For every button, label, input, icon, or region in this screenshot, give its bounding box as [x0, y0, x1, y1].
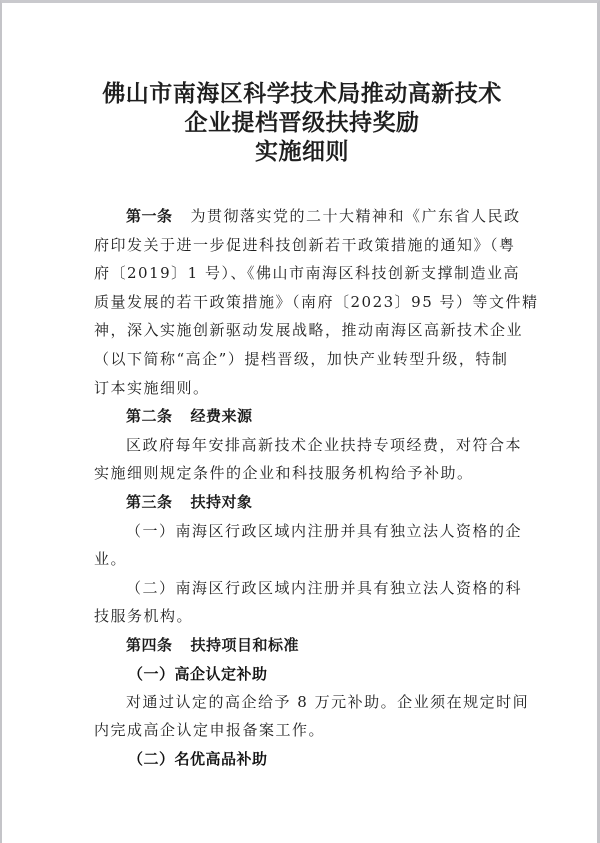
article-3-item-2-line-2: 技服务机构。: [94, 607, 194, 626]
article-1-line-7: 订本实施细则。: [94, 378, 210, 397]
article-4-section-1-subheading: （一）高企认定补助: [128, 664, 268, 683]
article-1-line-3: 府〔2019〕1 号）、《佛山市南海区科技创新支撑制造业高: [94, 264, 520, 283]
article-4-section-1-line-1: 对通过认定的高企给予 8 万元补助。企业须在规定时间: [126, 692, 530, 711]
article-2: [94, 402, 523, 488]
article-4-section-1-line-2: 内完成高企认定申报备案工作。: [94, 721, 326, 740]
document-body: [94, 202, 539, 773]
article-1-line-6: （以下简称“高企”）提档晋级，加快产业转型升级，特制: [94, 349, 509, 368]
article-3: [94, 488, 523, 631]
title-line-3: 实施细则: [255, 138, 349, 165]
article-1-label: 第一条: [126, 207, 173, 225]
article-2-label: 第二条: [126, 407, 173, 426]
article-3-heading-text: 扶持对象: [190, 492, 253, 511]
article-3-item-1-line-1: （一）南海区行政区域内注册并具有独立法人资格的企: [126, 521, 523, 540]
article-1: [94, 202, 539, 402]
article-1-text-1: 为贯彻落实党的二十大精神和《广东省人民政: [190, 207, 521, 225]
article-4: [94, 631, 530, 773]
article-2-heading-text: 经费来源: [190, 407, 253, 426]
article-4-heading-text: 扶持项目和标准: [190, 635, 300, 654]
article-1-line-2: 府印发关于进一步促进科技创新若干政策措施的通知》（粤: [94, 235, 516, 254]
article-3-label: 第三条: [126, 492, 173, 511]
article-3-item-1-line-2: 业。: [94, 550, 128, 569]
article-3-item-2-line-1: （二）南海区行政区域内注册并具有独立法人资格的科: [126, 578, 523, 597]
article-2-line-1: 区政府每年安排高新技术企业扶持专项经费，对符合本: [126, 435, 523, 454]
title-line-2: 企业提档晋级扶持奖励: [184, 109, 420, 136]
document-title: [2, 79, 600, 166]
article-3-heading: [94, 488, 510, 517]
article-1-line-1: [94, 202, 521, 231]
article-1-line-5: 神，深入实施创新驱动发展战略，推动南海区高新技术企业: [94, 321, 524, 340]
article-2-line-2: 实施细则规定条件的企业和科技服务机构给予补助。: [94, 464, 474, 483]
article-4-label: 第四条: [126, 635, 173, 654]
title-line-1: 佛山市南海区科学技术局推动高新技术: [102, 80, 502, 107]
article-1-line-4: 质量发展的若干政策措施》（南府〔2023〕95 号）等文件精: [94, 292, 539, 311]
article-4-heading: [94, 631, 510, 660]
article-2-heading: [94, 402, 510, 431]
article-4-section-2-subheading: （二）名优高品补助: [128, 749, 268, 768]
